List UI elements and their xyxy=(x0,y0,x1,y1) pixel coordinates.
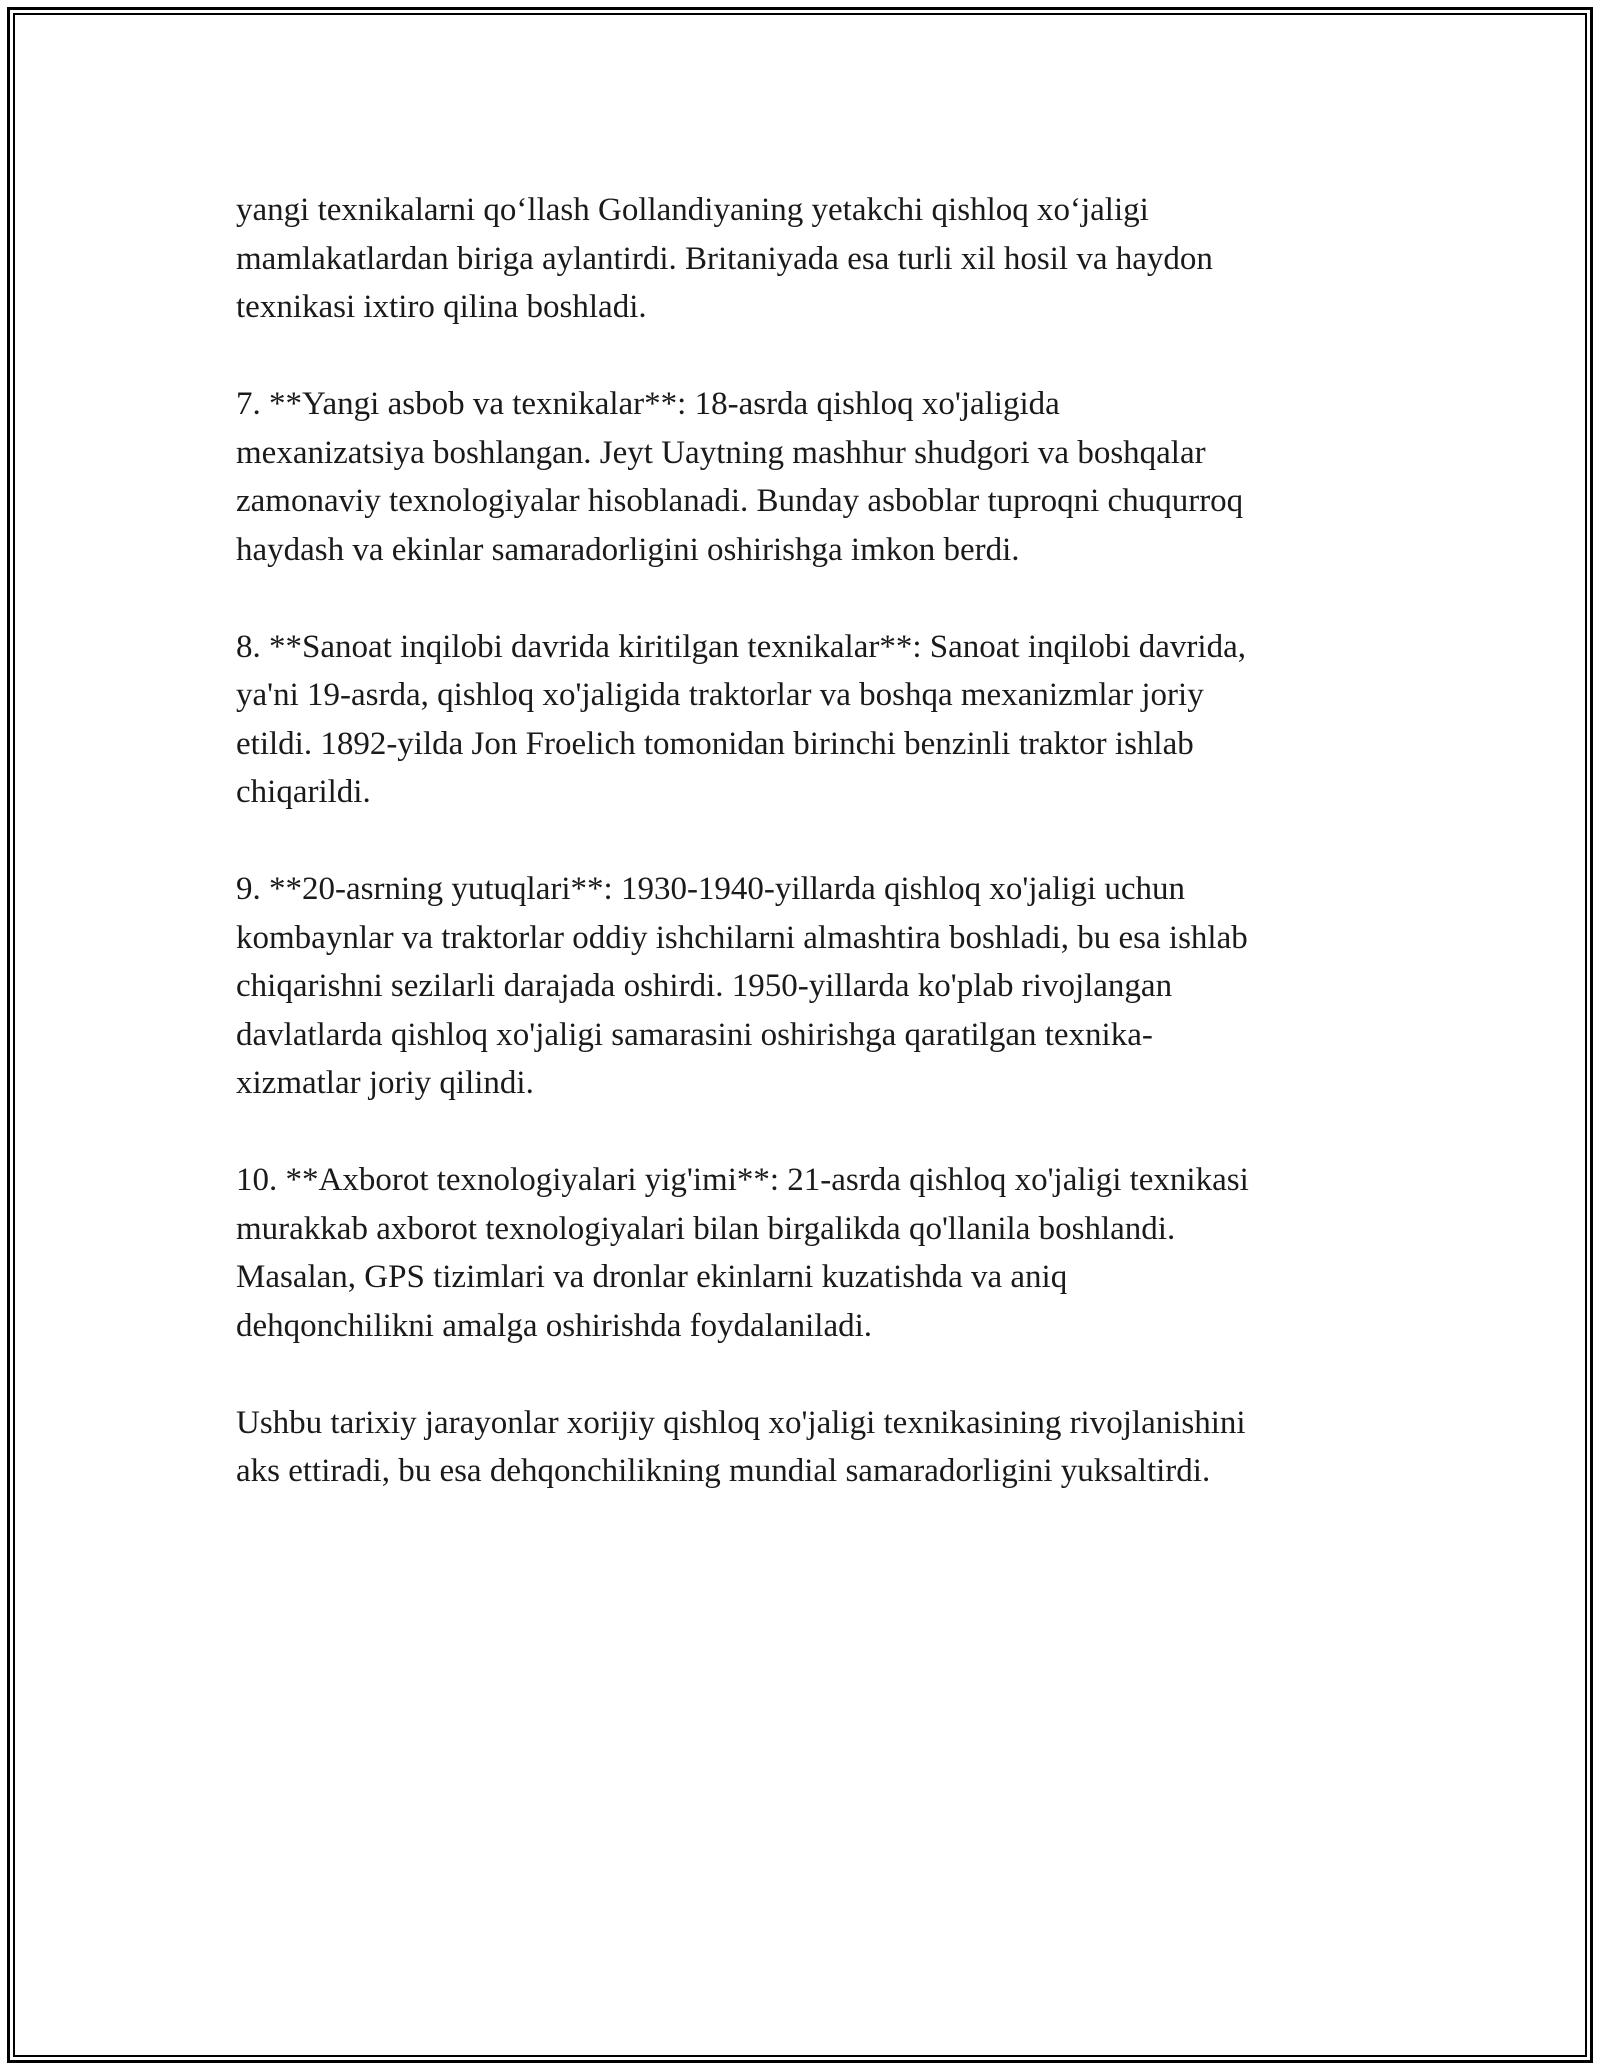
paragraph-conclusion: Ushbu tarixiy jarayonlar xorijiy qishloq xo'jaligi texnikasining rivojlanishini aks ettiradi, bu esa dehqonchilikning mundial samaradorligini yuksaltirdi. xyxy=(236,1404,1246,1489)
paragraph-item-8: 8. **Sanoat inqilobi davrida kiritilgan texnikalar**: Sanoat inqilobi davrida, ya'ni 19-asrda, qishloq xo'jaligida traktorlar va boshqa mexanizmlar joriy etildi. 1892-yilda Jon Froelich tomonidan birinchi benzinli traktor ishlab chiqarildi. xyxy=(236,628,1246,810)
paragraph-item-10: 10. **Axborot texnologiyalari yig'imi**: 21-asrda qishloq xo'jaligi texnikasi murakkab axborot texnologiyalari bilan birgalikda qo'llanila boshlandi. Masalan, GPS tizimlari va dronlar ekinlarni kuzatishda va aniq dehqonchilikni amalga oshirishda foydalaniladi. xyxy=(236,1162,1249,1344)
document-body xyxy=(236,186,1376,1544)
paragraph-intro-continuation: yangi texnikalarni qo‘llash Gollandiyaning yetakchi qishloq xo‘jaligi mamlakatlardan biriga aylantirdi. Britaniyada esa turli xil hosil va haydon texnikasi ixtiro qilina boshladi. xyxy=(236,192,1213,325)
paragraph-item-7: 7. **Yangi asbob va texnikalar**: 18-asrda qishloq xo'jaligida mexanizatsiya boshlangan. Jeyt Uaytning mashhur shudgori va boshqalar zamonaviy texnologiyalar hisoblanadi. Bunday asboblar tuproqni chuqurroq haydash va ekinlar samaradorligini oshirishga imkon berdi. xyxy=(236,386,1244,568)
paragraph-item-9: 9. **20-asrning yutuqlari**: 1930-1940-yillarda qishloq xo'jaligi uchun kombaynlar va traktorlar oddiy ishchilarni almashtira boshladi, bu esa ishlab chiqarishni sezilarli darajada oshirdi. 1950-yillarda ko'plab rivojlangan davlatlarda qishloq xo'jaligi samarasini oshirishga qaratilgan texnika- xizmatlar joriy qilindi. xyxy=(236,871,1248,1101)
